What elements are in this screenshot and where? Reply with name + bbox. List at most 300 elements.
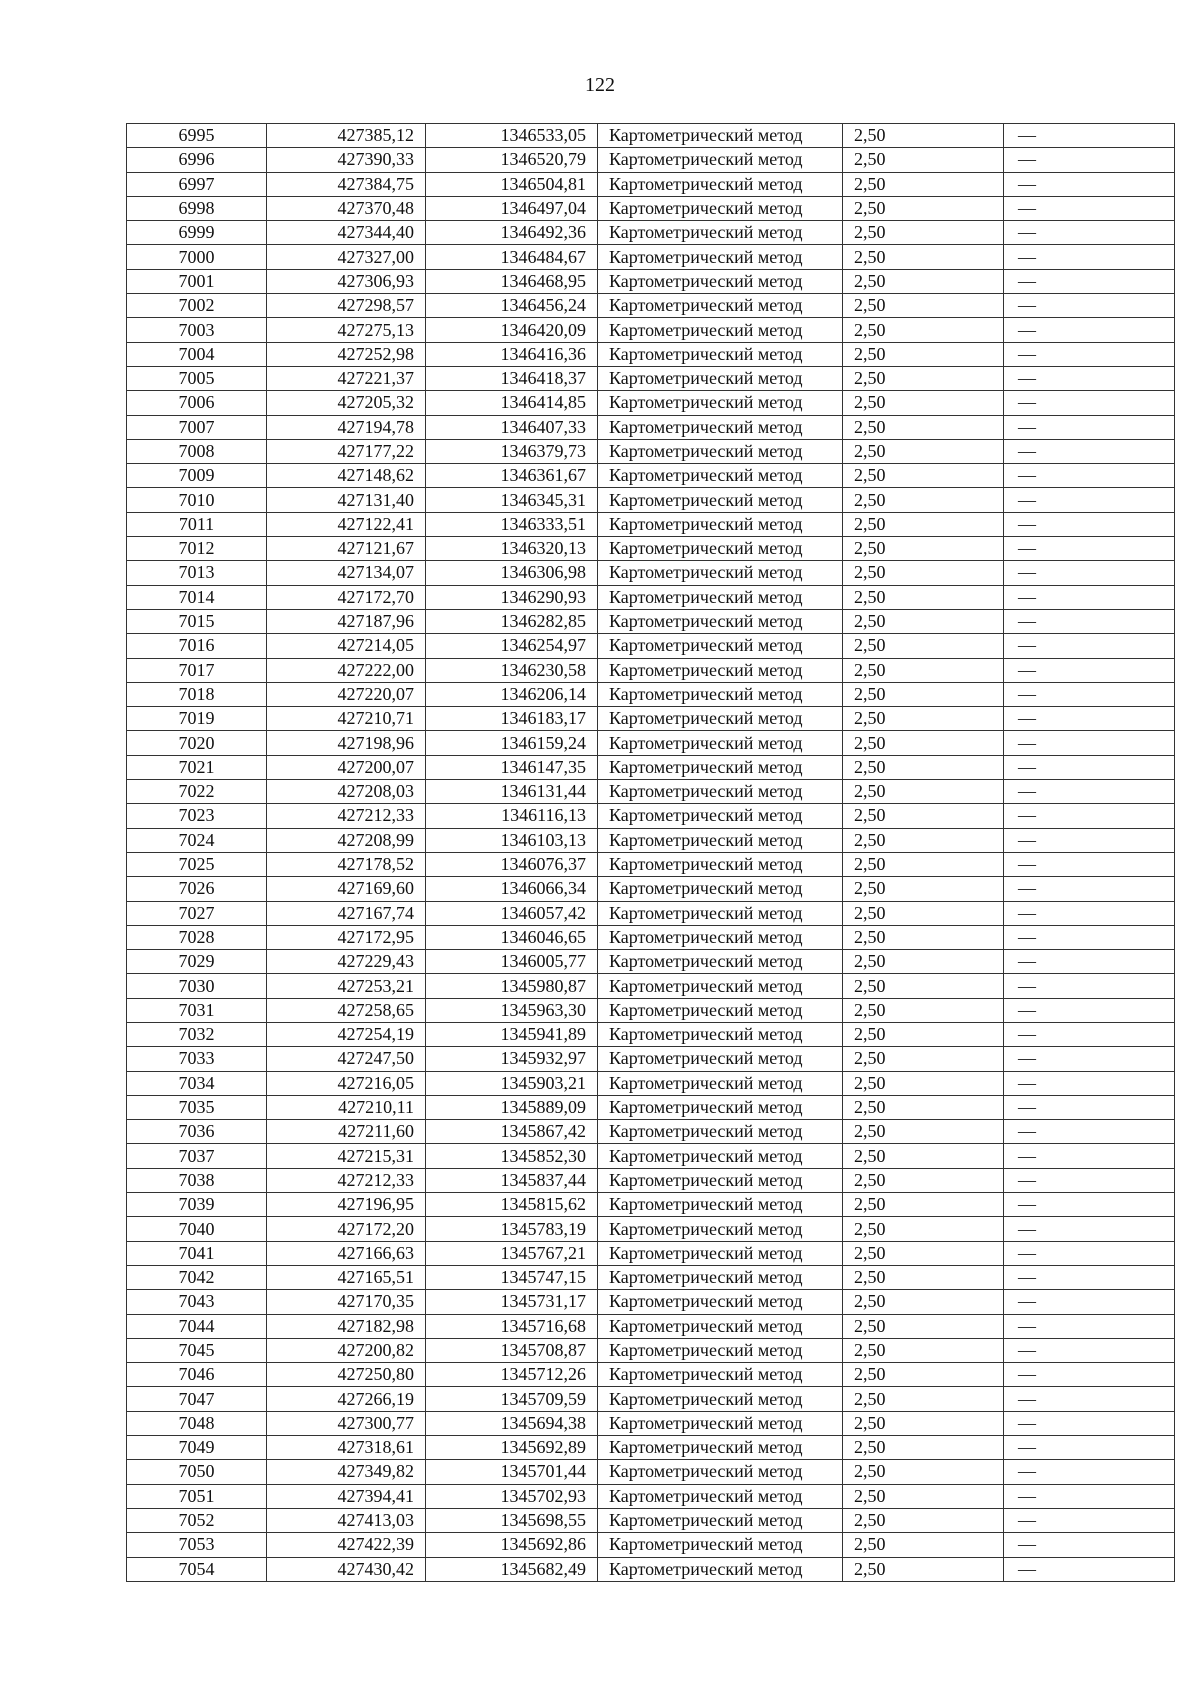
method-cell: Картометрический метод	[598, 1387, 843, 1411]
error-cell: 2,50	[843, 124, 1004, 148]
method-cell: Картометрический метод	[598, 998, 843, 1022]
x-coordinate-cell: 427222,00	[267, 658, 426, 682]
method-cell: Картометрический метод	[598, 488, 843, 512]
note-cell: —	[1004, 901, 1175, 925]
table-row	[127, 1022, 1175, 1046]
x-coordinate-cell: 427384,75	[267, 172, 426, 196]
point-number-cell: 7017	[127, 658, 267, 682]
method-cell: Картометрический метод	[598, 172, 843, 196]
table-row	[127, 1095, 1175, 1119]
y-coordinate-cell: 1346005,77	[426, 950, 598, 974]
point-number-cell: 7024	[127, 828, 267, 852]
table-row	[127, 1047, 1175, 1071]
error-cell: 2,50	[843, 877, 1004, 901]
point-number-cell: 7014	[127, 585, 267, 609]
table-row	[127, 658, 1175, 682]
x-coordinate-cell: 427327,00	[267, 245, 426, 269]
x-coordinate-cell: 427413,03	[267, 1508, 426, 1532]
y-coordinate-cell: 1345716,68	[426, 1314, 598, 1338]
note-cell: —	[1004, 1193, 1175, 1217]
method-cell: Картометрический метод	[598, 1290, 843, 1314]
error-cell: 2,50	[843, 196, 1004, 220]
table-row	[127, 464, 1175, 488]
point-number-cell: 7004	[127, 342, 267, 366]
method-cell: Картометрический метод	[598, 1338, 843, 1362]
table-row	[127, 1460, 1175, 1484]
method-cell: Картометрический метод	[598, 1071, 843, 1095]
error-cell: 2,50	[843, 1217, 1004, 1241]
x-coordinate-cell: 427134,07	[267, 561, 426, 585]
error-cell: 2,50	[843, 950, 1004, 974]
x-coordinate-cell: 427247,50	[267, 1047, 426, 1071]
x-coordinate-cell: 427216,05	[267, 1071, 426, 1095]
error-cell: 2,50	[843, 585, 1004, 609]
point-number-cell: 7029	[127, 950, 267, 974]
point-number-cell: 7044	[127, 1314, 267, 1338]
method-cell: Картометрический метод	[598, 1168, 843, 1192]
note-cell: —	[1004, 658, 1175, 682]
table-row	[127, 488, 1175, 512]
method-cell: Картометрический метод	[598, 439, 843, 463]
note-cell: —	[1004, 974, 1175, 998]
point-number-cell: 7019	[127, 707, 267, 731]
method-cell: Картометрический метод	[598, 318, 843, 342]
table-row	[127, 1557, 1175, 1581]
table-row	[127, 804, 1175, 828]
table-row	[127, 609, 1175, 633]
error-cell: 2,50	[843, 1144, 1004, 1168]
table-row	[127, 1411, 1175, 1435]
point-number-cell: 7045	[127, 1338, 267, 1362]
y-coordinate-cell: 1345815,62	[426, 1193, 598, 1217]
y-coordinate-cell: 1345702,93	[426, 1484, 598, 1508]
table-row	[127, 998, 1175, 1022]
error-cell: 2,50	[843, 269, 1004, 293]
method-cell: Картометрический метод	[598, 585, 843, 609]
table-row	[127, 1533, 1175, 1557]
method-cell: Картометрический метод	[598, 682, 843, 706]
error-cell: 2,50	[843, 1484, 1004, 1508]
note-cell: —	[1004, 780, 1175, 804]
x-coordinate-cell: 427212,33	[267, 1168, 426, 1192]
method-cell: Картометрический метод	[598, 925, 843, 949]
point-number-cell: 6999	[127, 221, 267, 245]
method-cell: Картометрический метод	[598, 1508, 843, 1532]
note-cell: —	[1004, 1168, 1175, 1192]
page-number: 122	[585, 74, 615, 96]
note-cell: —	[1004, 269, 1175, 293]
method-cell: Картометрический метод	[598, 1241, 843, 1265]
note-cell: —	[1004, 755, 1175, 779]
x-coordinate-cell: 427390,33	[267, 148, 426, 172]
x-coordinate-cell: 427198,96	[267, 731, 426, 755]
error-cell: 2,50	[843, 1241, 1004, 1265]
x-coordinate-cell: 427177,22	[267, 439, 426, 463]
method-cell: Картометрический метод	[598, 148, 843, 172]
y-coordinate-cell: 1345932,97	[426, 1047, 598, 1071]
table-row	[127, 707, 1175, 731]
table-row	[127, 682, 1175, 706]
note-cell: —	[1004, 1460, 1175, 1484]
table-row	[127, 172, 1175, 196]
point-number-cell: 7005	[127, 366, 267, 390]
point-number-cell: 7000	[127, 245, 267, 269]
x-coordinate-cell: 427318,61	[267, 1436, 426, 1460]
method-cell: Картометрический метод	[598, 294, 843, 318]
x-coordinate-cell: 427172,95	[267, 925, 426, 949]
y-coordinate-cell: 1345731,17	[426, 1290, 598, 1314]
y-coordinate-cell: 1345692,89	[426, 1436, 598, 1460]
note-cell: —	[1004, 634, 1175, 658]
x-coordinate-cell: 427254,19	[267, 1022, 426, 1046]
x-coordinate-cell: 427169,60	[267, 877, 426, 901]
y-coordinate-cell: 1346533,05	[426, 124, 598, 148]
error-cell: 2,50	[843, 1290, 1004, 1314]
point-number-cell: 7036	[127, 1120, 267, 1144]
x-coordinate-cell: 427166,63	[267, 1241, 426, 1265]
x-coordinate-cell: 427200,07	[267, 755, 426, 779]
table-row	[127, 1363, 1175, 1387]
method-cell: Картометрический метод	[598, 901, 843, 925]
method-cell: Картометрический метод	[598, 1411, 843, 1435]
table-row	[127, 148, 1175, 172]
x-coordinate-cell: 427122,41	[267, 512, 426, 536]
note-cell: —	[1004, 1484, 1175, 1508]
y-coordinate-cell: 1345767,21	[426, 1241, 598, 1265]
method-cell: Картометрический метод	[598, 366, 843, 390]
table-row	[127, 1387, 1175, 1411]
note-cell: —	[1004, 1290, 1175, 1314]
point-number-cell: 6996	[127, 148, 267, 172]
note-cell: —	[1004, 512, 1175, 536]
x-coordinate-cell: 427275,13	[267, 318, 426, 342]
y-coordinate-cell: 1346333,51	[426, 512, 598, 536]
point-number-cell: 7053	[127, 1533, 267, 1557]
error-cell: 2,50	[843, 1436, 1004, 1460]
error-cell: 2,50	[843, 1363, 1004, 1387]
note-cell: —	[1004, 148, 1175, 172]
x-coordinate-cell: 427252,98	[267, 342, 426, 366]
y-coordinate-cell: 1346420,09	[426, 318, 598, 342]
table-row	[127, 1193, 1175, 1217]
method-cell: Картометрический метод	[598, 464, 843, 488]
point-number-cell: 7023	[127, 804, 267, 828]
point-number-cell: 7026	[127, 877, 267, 901]
point-number-cell: 7016	[127, 634, 267, 658]
table-row	[127, 1265, 1175, 1289]
note-cell: —	[1004, 488, 1175, 512]
method-cell: Картометрический метод	[598, 1265, 843, 1289]
note-cell: —	[1004, 342, 1175, 366]
note-cell: —	[1004, 537, 1175, 561]
y-coordinate-cell: 1345701,44	[426, 1460, 598, 1484]
method-cell: Картометрический метод	[598, 342, 843, 366]
note-cell: —	[1004, 1120, 1175, 1144]
note-cell: —	[1004, 366, 1175, 390]
table-row	[127, 731, 1175, 755]
table-row	[127, 1241, 1175, 1265]
point-number-cell: 7002	[127, 294, 267, 318]
x-coordinate-cell: 427385,12	[267, 124, 426, 148]
error-cell: 2,50	[843, 172, 1004, 196]
y-coordinate-cell: 1345783,19	[426, 1217, 598, 1241]
point-number-cell: 7046	[127, 1363, 267, 1387]
y-coordinate-cell: 1345941,89	[426, 1022, 598, 1046]
y-coordinate-cell: 1346379,73	[426, 439, 598, 463]
x-coordinate-cell: 427167,74	[267, 901, 426, 925]
x-coordinate-cell: 427220,07	[267, 682, 426, 706]
x-coordinate-cell: 427170,35	[267, 1290, 426, 1314]
x-coordinate-cell: 427370,48	[267, 196, 426, 220]
note-cell: —	[1004, 1095, 1175, 1119]
error-cell: 2,50	[843, 804, 1004, 828]
method-cell: Картометрический метод	[598, 512, 843, 536]
table-row	[127, 1217, 1175, 1241]
x-coordinate-cell: 427165,51	[267, 1265, 426, 1289]
point-number-cell: 7039	[127, 1193, 267, 1217]
table-row	[127, 828, 1175, 852]
method-cell: Картометрический метод	[598, 415, 843, 439]
x-coordinate-cell: 427210,71	[267, 707, 426, 731]
point-number-cell: 6995	[127, 124, 267, 148]
point-number-cell: 7052	[127, 1508, 267, 1532]
point-number-cell: 7025	[127, 852, 267, 876]
x-coordinate-cell: 427422,39	[267, 1533, 426, 1557]
error-cell: 2,50	[843, 148, 1004, 172]
x-coordinate-cell: 427200,82	[267, 1338, 426, 1362]
table-row	[127, 1168, 1175, 1192]
error-cell: 2,50	[843, 1387, 1004, 1411]
note-cell: —	[1004, 1387, 1175, 1411]
error-cell: 2,50	[843, 780, 1004, 804]
error-cell: 2,50	[843, 1193, 1004, 1217]
table-row	[127, 1314, 1175, 1338]
note-cell: —	[1004, 1217, 1175, 1241]
error-cell: 2,50	[843, 901, 1004, 925]
note-cell: —	[1004, 731, 1175, 755]
x-coordinate-cell: 427210,11	[267, 1095, 426, 1119]
error-cell: 2,50	[843, 294, 1004, 318]
note-cell: —	[1004, 415, 1175, 439]
error-cell: 2,50	[843, 512, 1004, 536]
table-row	[127, 925, 1175, 949]
point-number-cell: 7049	[127, 1436, 267, 1460]
error-cell: 2,50	[843, 925, 1004, 949]
x-coordinate-cell: 427172,20	[267, 1217, 426, 1241]
method-cell: Картометрический метод	[598, 196, 843, 220]
error-cell: 2,50	[843, 488, 1004, 512]
y-coordinate-cell: 1346520,79	[426, 148, 598, 172]
error-cell: 2,50	[843, 852, 1004, 876]
error-cell: 2,50	[843, 707, 1004, 731]
table-row	[127, 974, 1175, 998]
point-number-cell: 7009	[127, 464, 267, 488]
error-cell: 2,50	[843, 366, 1004, 390]
point-number-cell: 7012	[127, 537, 267, 561]
y-coordinate-cell: 1346290,93	[426, 585, 598, 609]
method-cell: Картометрический метод	[598, 1047, 843, 1071]
method-cell: Картометрический метод	[598, 1484, 843, 1508]
y-coordinate-cell: 1346504,81	[426, 172, 598, 196]
note-cell: —	[1004, 1363, 1175, 1387]
table-row	[127, 901, 1175, 925]
error-cell: 2,50	[843, 1022, 1004, 1046]
x-coordinate-cell: 427300,77	[267, 1411, 426, 1435]
error-cell: 2,50	[843, 1411, 1004, 1435]
y-coordinate-cell: 1346254,97	[426, 634, 598, 658]
y-coordinate-cell: 1346361,67	[426, 464, 598, 488]
note-cell: —	[1004, 1047, 1175, 1071]
point-number-cell: 7001	[127, 269, 267, 293]
y-coordinate-cell: 1345747,15	[426, 1265, 598, 1289]
point-number-cell: 6997	[127, 172, 267, 196]
table-row	[127, 415, 1175, 439]
error-cell: 2,50	[843, 974, 1004, 998]
method-cell: Картометрический метод	[598, 1533, 843, 1557]
note-cell: —	[1004, 1241, 1175, 1265]
x-coordinate-cell: 427205,32	[267, 391, 426, 415]
x-coordinate-cell: 427229,43	[267, 950, 426, 974]
point-number-cell: 7051	[127, 1484, 267, 1508]
error-cell: 2,50	[843, 828, 1004, 852]
table-row	[127, 221, 1175, 245]
error-cell: 2,50	[843, 1338, 1004, 1362]
method-cell: Картометрический метод	[598, 707, 843, 731]
error-cell: 2,50	[843, 1508, 1004, 1532]
x-coordinate-cell: 427194,78	[267, 415, 426, 439]
note-cell: —	[1004, 318, 1175, 342]
note-cell: —	[1004, 852, 1175, 876]
method-cell: Картометрический метод	[598, 561, 843, 585]
point-number-cell: 7006	[127, 391, 267, 415]
table-row	[127, 780, 1175, 804]
y-coordinate-cell: 1346282,85	[426, 609, 598, 633]
y-coordinate-cell: 1346306,98	[426, 561, 598, 585]
y-coordinate-cell: 1346206,14	[426, 682, 598, 706]
x-coordinate-cell: 427208,03	[267, 780, 426, 804]
point-number-cell: 7042	[127, 1265, 267, 1289]
point-number-cell: 7048	[127, 1411, 267, 1435]
point-number-cell: 7015	[127, 609, 267, 633]
y-coordinate-cell: 1345712,26	[426, 1363, 598, 1387]
method-cell: Картометрический метод	[598, 245, 843, 269]
note-cell: —	[1004, 245, 1175, 269]
x-coordinate-cell: 427349,82	[267, 1460, 426, 1484]
table-row	[127, 245, 1175, 269]
x-coordinate-cell: 427266,19	[267, 1387, 426, 1411]
table-row	[127, 196, 1175, 220]
method-cell: Картометрический метод	[598, 1314, 843, 1338]
note-cell: —	[1004, 1022, 1175, 1046]
note-cell: —	[1004, 998, 1175, 1022]
x-coordinate-cell: 427253,21	[267, 974, 426, 998]
table-row	[127, 1120, 1175, 1144]
table-row	[127, 294, 1175, 318]
x-coordinate-cell: 427344,40	[267, 221, 426, 245]
method-cell: Картометрический метод	[598, 221, 843, 245]
y-coordinate-cell: 1345837,44	[426, 1168, 598, 1192]
note-cell: —	[1004, 172, 1175, 196]
note-cell: —	[1004, 196, 1175, 220]
error-cell: 2,50	[843, 415, 1004, 439]
point-number-cell: 7022	[127, 780, 267, 804]
method-cell: Картометрический метод	[598, 537, 843, 561]
method-cell: Картометрический метод	[598, 755, 843, 779]
table-row	[127, 124, 1175, 148]
method-cell: Картометрический метод	[598, 1460, 843, 1484]
method-cell: Картометрический метод	[598, 828, 843, 852]
table-row	[127, 950, 1175, 974]
x-coordinate-cell: 427121,67	[267, 537, 426, 561]
note-cell: —	[1004, 1071, 1175, 1095]
y-coordinate-cell: 1346418,37	[426, 366, 598, 390]
x-coordinate-cell: 427221,37	[267, 366, 426, 390]
x-coordinate-cell: 427298,57	[267, 294, 426, 318]
y-coordinate-cell: 1345980,87	[426, 974, 598, 998]
x-coordinate-cell: 427172,70	[267, 585, 426, 609]
table-row	[127, 1144, 1175, 1168]
error-cell: 2,50	[843, 1047, 1004, 1071]
y-coordinate-cell: 1346456,24	[426, 294, 598, 318]
error-cell: 2,50	[843, 609, 1004, 633]
table-row	[127, 1436, 1175, 1460]
point-number-cell: 7003	[127, 318, 267, 342]
point-number-cell: 6998	[127, 196, 267, 220]
x-coordinate-cell: 427306,93	[267, 269, 426, 293]
y-coordinate-cell: 1345963,30	[426, 998, 598, 1022]
error-cell: 2,50	[843, 1168, 1004, 1192]
note-cell: —	[1004, 804, 1175, 828]
method-cell: Картометрический метод	[598, 804, 843, 828]
coordinates-table	[126, 123, 1175, 1582]
x-coordinate-cell: 427187,96	[267, 609, 426, 633]
note-cell: —	[1004, 585, 1175, 609]
table-row	[127, 1508, 1175, 1532]
table-row	[127, 391, 1175, 415]
y-coordinate-cell: 1346076,37	[426, 852, 598, 876]
point-number-cell: 7047	[127, 1387, 267, 1411]
method-cell: Картометрический метод	[598, 269, 843, 293]
method-cell: Картометрический метод	[598, 609, 843, 633]
error-cell: 2,50	[843, 1314, 1004, 1338]
method-cell: Картометрический метод	[598, 1557, 843, 1581]
y-coordinate-cell: 1346345,31	[426, 488, 598, 512]
table-row	[127, 537, 1175, 561]
y-coordinate-cell: 1345694,38	[426, 1411, 598, 1435]
error-cell: 2,50	[843, 561, 1004, 585]
y-coordinate-cell: 1345889,09	[426, 1095, 598, 1119]
x-coordinate-cell: 427394,41	[267, 1484, 426, 1508]
y-coordinate-cell: 1345903,21	[426, 1071, 598, 1095]
note-cell: —	[1004, 1338, 1175, 1362]
y-coordinate-cell: 1346183,17	[426, 707, 598, 731]
note-cell: —	[1004, 391, 1175, 415]
method-cell: Картометрический метод	[598, 780, 843, 804]
note-cell: —	[1004, 1265, 1175, 1289]
point-number-cell: 7035	[127, 1095, 267, 1119]
error-cell: 2,50	[843, 1460, 1004, 1484]
method-cell: Картометрический метод	[598, 1217, 843, 1241]
y-coordinate-cell: 1346131,44	[426, 780, 598, 804]
x-coordinate-cell: 427211,60	[267, 1120, 426, 1144]
x-coordinate-cell: 427196,95	[267, 1193, 426, 1217]
table-row	[127, 1290, 1175, 1314]
x-coordinate-cell: 427208,99	[267, 828, 426, 852]
table-row	[127, 318, 1175, 342]
error-cell: 2,50	[843, 1071, 1004, 1095]
y-coordinate-cell: 1346103,13	[426, 828, 598, 852]
point-number-cell: 7033	[127, 1047, 267, 1071]
